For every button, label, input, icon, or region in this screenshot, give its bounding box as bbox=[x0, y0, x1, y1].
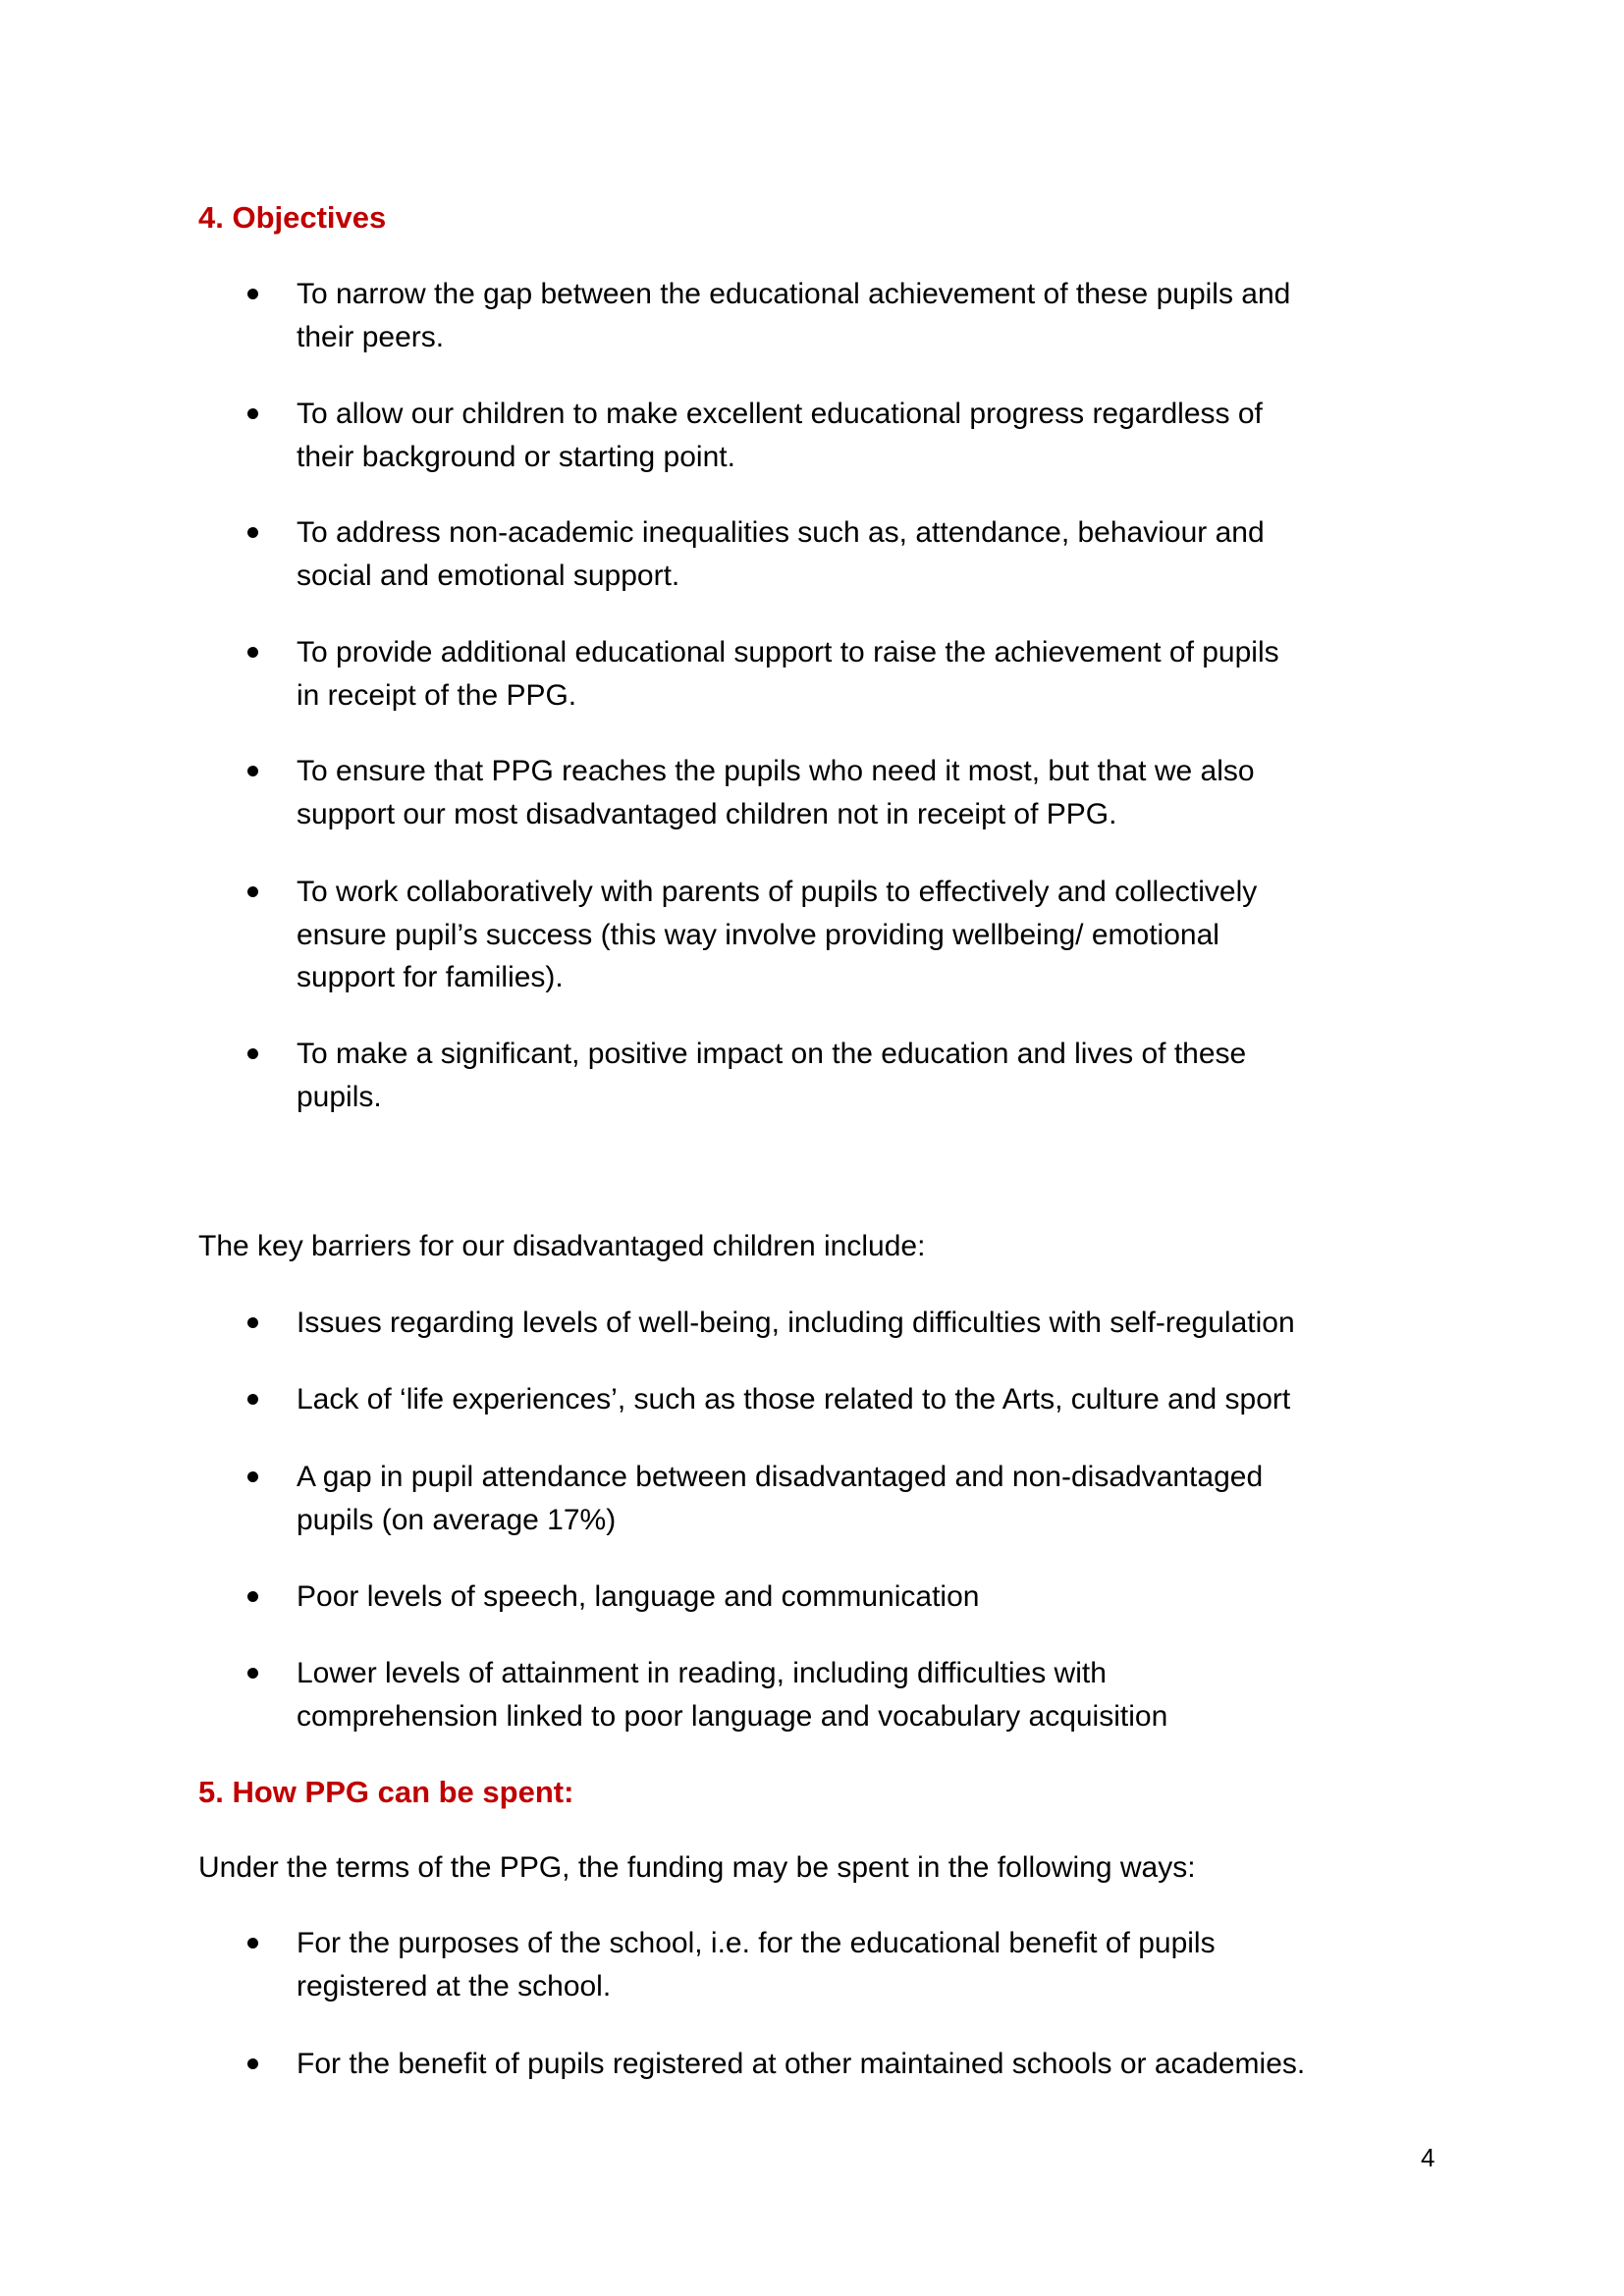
barrier-item bbox=[297, 1378, 1290, 1421]
bullet-icon bbox=[247, 1591, 258, 1602]
list-item-line: To allow our children to make excellent educational progress regardless of bbox=[297, 398, 1263, 430]
list-item-line: support our most disadvantaged children not in receipt of PPG. bbox=[297, 797, 1117, 830]
bullet-icon bbox=[247, 408, 258, 419]
list-item-line: ensure pupil’s success (this way involve providing wellbeing/ emotional bbox=[297, 918, 1219, 951]
list-item-line: registered at the school. bbox=[297, 1969, 612, 2002]
list-item-line: To ensure that PPG reaches the pupils who need it most, but that we also bbox=[297, 755, 1255, 787]
list-item-line: in receipt of the PPG. bbox=[297, 678, 577, 712]
bullet-icon bbox=[247, 2058, 258, 2069]
bullet-icon bbox=[247, 886, 258, 897]
bullet-icon bbox=[247, 647, 258, 658]
list-item-line: To make a significant, positive impact on the education and lives of these bbox=[297, 1038, 1247, 1070]
barrier-item bbox=[297, 1652, 1167, 1737]
barriers-intro: The key barriers for our disadvantaged children include: bbox=[198, 1230, 926, 1262]
bullet-icon bbox=[247, 1938, 258, 1949]
section-5-heading: 5. How PPG can be spent: bbox=[198, 1775, 574, 1809]
list-item-line: A gap in pupil attendance between disadvantaged and non-disadvantaged bbox=[297, 1461, 1264, 1493]
list-item-line: For the purposes of the school, i.e. for the educational benefit of pupils bbox=[297, 1927, 1216, 1959]
bullet-icon bbox=[247, 766, 258, 776]
barrier-item bbox=[297, 1302, 1295, 1345]
list-item-line: pupils. bbox=[297, 1080, 382, 1113]
bullet-icon bbox=[247, 527, 258, 538]
list-item-line: Issues regarding levels of well-being, including difficulties with self-regulation bbox=[297, 1307, 1295, 1339]
bullet-icon bbox=[247, 1668, 258, 1679]
list-item-line: Poor levels of speech, language and communication bbox=[297, 1580, 980, 1613]
objective-item bbox=[297, 871, 1257, 999]
barrier-item bbox=[297, 1456, 1263, 1541]
list-item-line: To narrow the gap between the educational achievement of these pupils and bbox=[297, 278, 1291, 310]
list-item-line: To address non-academic inequalities such as, attendance, behaviour and bbox=[297, 516, 1265, 549]
list-item-line: pupils (on average 17%) bbox=[297, 1503, 617, 1536]
list-item-line: social and emotional support. bbox=[297, 559, 680, 592]
spending-way-item bbox=[297, 1922, 1216, 2007]
page-number: 4 bbox=[1421, 2143, 1435, 2172]
list-item-line: comprehension linked to poor language and vocabulary acquisition bbox=[297, 1699, 1168, 1733]
bullet-icon bbox=[247, 1471, 258, 1482]
objective-item bbox=[297, 631, 1279, 717]
list-item-line: To work collaboratively with parents of pupils to effectively and collectively bbox=[297, 876, 1258, 908]
objective-item bbox=[297, 511, 1265, 597]
list-item-line: Lack of ‘life experiences’, such as those related to the Arts, culture and sport bbox=[297, 1383, 1291, 1415]
bullet-icon bbox=[247, 1048, 258, 1059]
list-item-line: For the benefit of pupils registered at other maintained schools or academies. bbox=[297, 2048, 1306, 2080]
bullet-icon bbox=[247, 1394, 258, 1405]
objective-item bbox=[297, 273, 1290, 358]
list-item-line: their peers. bbox=[297, 320, 445, 353]
bullet-icon bbox=[247, 289, 258, 299]
list-item-line: To provide additional educational support to raise the achievement of pupils bbox=[297, 636, 1279, 668]
spending-way-item bbox=[297, 2043, 1305, 2086]
list-item-line: Lower levels of attainment in reading, including difficulties with bbox=[297, 1657, 1107, 1689]
list-item-line: support for families). bbox=[297, 961, 564, 993]
objective-item bbox=[297, 750, 1255, 835]
spending-intro: Under the terms of the PPG, the funding may be spent in the following ways: bbox=[198, 1851, 1196, 1884]
list-item-line: their background or starting point. bbox=[297, 440, 735, 473]
objective-item bbox=[297, 393, 1263, 478]
barrier-item bbox=[297, 1575, 979, 1619]
section-4-heading: 4. Objectives bbox=[198, 200, 387, 235]
bullet-icon bbox=[247, 1317, 258, 1328]
objective-item bbox=[297, 1033, 1246, 1118]
